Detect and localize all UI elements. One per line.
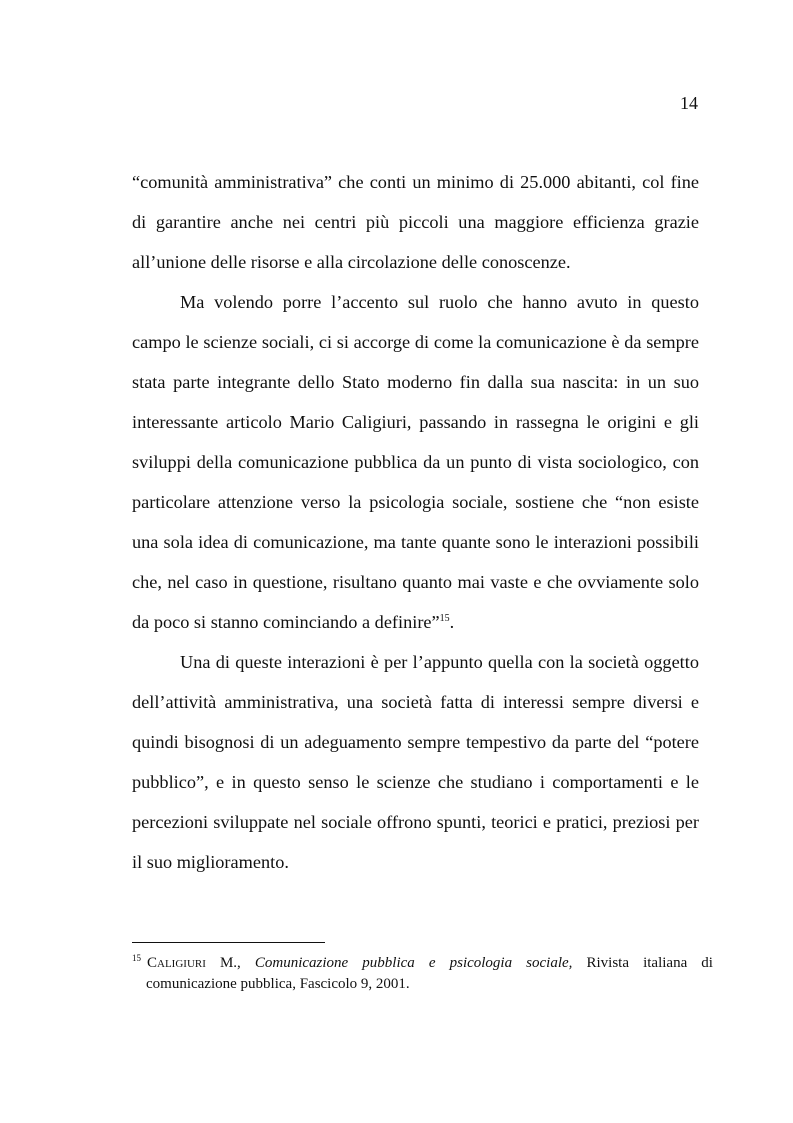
footnote-separator <box>132 942 325 943</box>
footnote <box>132 953 713 995</box>
page-number: 14 <box>680 93 698 113</box>
footnote-number: 15 <box>132 953 141 963</box>
paragraph-2-end: . <box>449 612 455 632</box>
paragraph-1 <box>132 162 699 282</box>
paragraph-3 <box>132 642 699 882</box>
footnote-source: Rivista italiana di comunicazione pubblica, Fascicolo 9, 2001. <box>146 955 713 992</box>
paragraph-3-text: Una di queste interazioni è per l’appunto quella con la società oggetto dell’attività amministrativa, una società fatta di interessi sempre diversi e quindi bisognosi di un adeguamento sempre tempestivo da parte del “potere pubblico”, e in questo senso le scienze che studiano i comportamenti e le percezioni sviluppate nel sociale offrono spunti, teorici e pratici, preziosi per il suo miglioramento. <box>132 652 699 872</box>
footnote-reference[interactable]: 15 <box>439 612 450 624</box>
paragraph-1-text: “comunità amministrativa” che conti un minimo di 25.000 abitanti, col fine di garantire anche nei centri più piccoli una maggiore efficienza grazie all’unione delle risorse e alla circolazione delle conoscenze. <box>132 172 699 272</box>
footnote-title: Comunicazione pubblica e psicologia sociale, <box>254 955 573 971</box>
body-text <box>132 162 699 882</box>
paragraph-2 <box>132 282 699 642</box>
paragraph-2-text: Ma volendo porre l’accento sul ruolo che hanno avuto in questo campo le scienze sociali, ci si accorge di come la comunicazione è da sempre stata parte integrante dello Stato moderno fin dalla sua nascita: in un suo interessante articolo Mario Caligiuri, passando in rassegna le origini e gli sviluppi della comunicazione pubblica da un punto di vista sociologico, con particolare attenzione verso la psicologia sociale, sostiene che “non esiste una sola idea di comunicazione, ma tante quante sono le interazioni possibili che, nel caso in questione, risultano quanto mai vaste e che ovviamente solo da poco si stanno cominciando a definire” <box>132 292 699 632</box>
footnote-author: Caligiuri <box>147 955 206 971</box>
footnote-author-initial: M., <box>205 955 255 971</box>
